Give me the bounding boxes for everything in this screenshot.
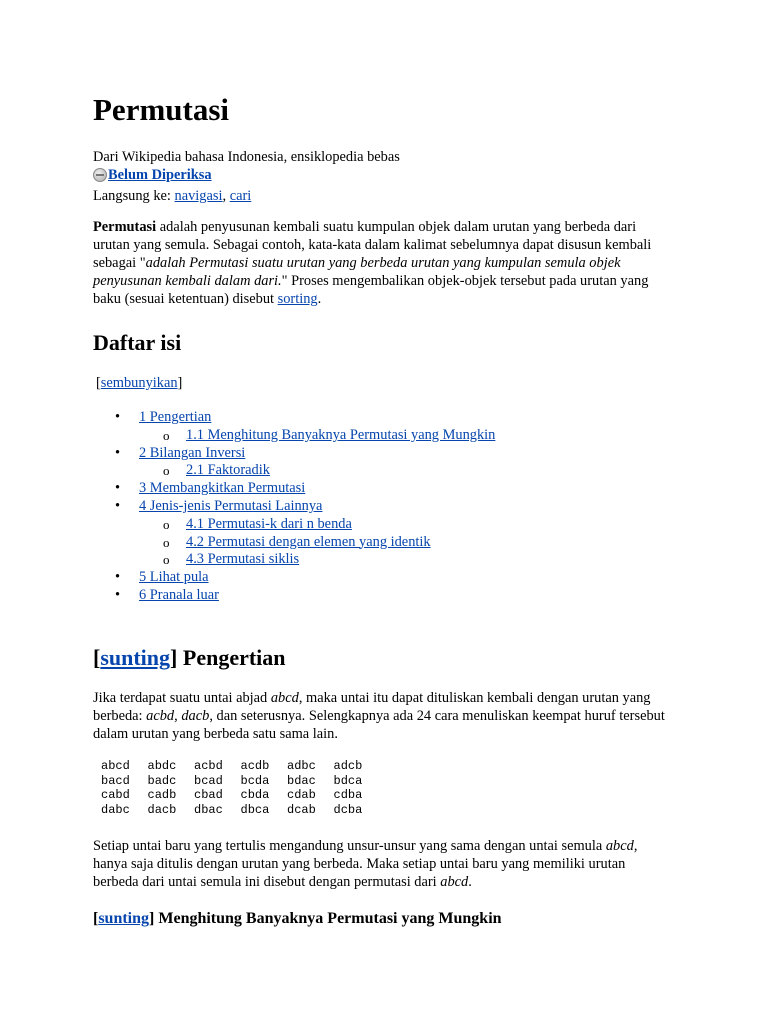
perm-cell: acbd <box>194 759 223 773</box>
section-title-menghitung: Menghitung Banyaknya Permutasi yang Mungkin <box>154 910 502 927</box>
review-badge[interactable] <box>93 166 400 187</box>
intro-text-3: . <box>317 291 322 307</box>
p2-text-c: . <box>468 874 472 890</box>
toc-list <box>93 409 653 605</box>
toc-item <box>93 551 653 569</box>
p1-text-a: Jika terdapat suatu untai abjad <box>93 690 271 706</box>
toc-hide-link[interactable]: sembunyikan <box>100 375 178 391</box>
toc-item <box>93 409 653 427</box>
perm-cell: dabc <box>101 802 130 817</box>
toc-link-faktoradik[interactable]: 2.1 Faktoradik <box>186 462 270 479</box>
perm-cell: bcad <box>194 773 223 788</box>
p1-text-b: , maka untai itu dapat dituliskan kembali dengan urutan yang berbeda: <box>93 690 651 724</box>
perm-cell: abdc <box>147 759 177 773</box>
perm-cell: dcba <box>333 802 363 817</box>
p1-italic-acbd: acbd <box>146 708 175 724</box>
perm-cell: bdca <box>333 773 363 788</box>
perm-cell: dbca <box>240 802 270 817</box>
toc-item <box>93 427 653 445</box>
toc-link-jenis-jenis[interactable]: 4 Jenis-jenis Permutasi Lainnya <box>139 497 323 514</box>
toc-heading: Daftar isi <box>93 330 182 355</box>
jump-prefix: Langsung ke: <box>93 188 175 204</box>
jump-search-link[interactable]: cari <box>229 188 252 204</box>
toc-link-pengertian[interactable]: 1 Pengertian <box>139 409 212 425</box>
permutation-table <box>101 759 380 817</box>
section-heading-menghitung <box>93 909 502 929</box>
toc-link-bilangan-inversi[interactable]: 2 Bilangan Inversi <box>139 444 246 461</box>
jump-separator: , <box>222 188 230 204</box>
perm-cell: abcd <box>101 759 130 773</box>
intro-text-2: " Proses mengembalikan objek-objek tersebut pada urutan yang baku (sesuai ketentuan) disebut <box>93 273 649 307</box>
p2-text-b: , hanya saja ditulis dengan urutan yang berbeda. Maka setiap untai baru yang memiliki urutan berbeda dari untai semula ini disebut dengan permutasi dari <box>93 838 638 890</box>
perm-cell: cdba <box>333 788 363 803</box>
edit-bracket-open: [ <box>93 645 101 670</box>
perm-cell: cbad <box>194 788 223 803</box>
intro-text-1: adalah penyusunan kembali suatu kumpulan objek dalam urutan yang berbeda dari urutan yang semula. Sebagai contoh, kata-kata dalam kalimat sebelumnya dapat disusun kembali sebagai " <box>93 219 652 271</box>
pengertian-paragraph-2 <box>93 837 673 891</box>
p1-italic-abcd: abcd <box>270 690 299 706</box>
toc-link-permutasi-k[interactable]: 4.1 Permutasi-k dari n benda <box>186 515 352 532</box>
toc-link-menghitung[interactable]: 1.1 Menghitung Banyaknya Permutasi yang Mungkin <box>186 426 496 443</box>
jump-navigation-link[interactable]: navigasi <box>174 188 223 204</box>
unreviewed-icon <box>93 168 107 182</box>
toc-item <box>93 534 653 552</box>
toc-item <box>93 587 653 605</box>
toc-link-pranala-luar[interactable]: 6 Pranala luar <box>139 586 219 603</box>
perm-cell: cabd <box>101 788 130 803</box>
perm-cell: dacb <box>147 802 177 817</box>
toc-link-siklis[interactable]: 4.3 Permutasi siklis <box>186 551 300 568</box>
toc-link-elemen-identik[interactable]: 4.2 Permutasi dengan elemen yang identik <box>186 533 431 550</box>
p2-text-a: Setiap untai baru yang tertulis mengandung unsur-unsur yang sama dengan untai semula <box>93 838 606 854</box>
perm-row <box>101 788 380 803</box>
perm-cell: cadb <box>147 788 177 803</box>
perm-cell: adbc <box>287 759 316 773</box>
toc-link-membangkitkan[interactable]: 3 Membangkitkan Permutasi <box>139 480 306 497</box>
edit-link-pengertian[interactable]: sunting <box>100 645 171 670</box>
toc-bracket-close: ] <box>177 375 183 391</box>
toc-link-lihat-pula[interactable]: 5 Lihat pula <box>139 569 209 586</box>
toc-item <box>93 462 653 480</box>
intro-quote: adalah Permutasi suatu urutan yang berbeda urutan yang kumpulan semula objek penyusunan kembali dalam dari. <box>93 255 621 289</box>
p1-text-d: , dan seterusnya. Selengkapnya ada 24 cara menuliskan keempat huruf tersebut dalam urutan yang berbeda satu sama lain. <box>93 708 665 742</box>
article-subtitle-block <box>93 148 400 205</box>
sorting-link[interactable]: sorting <box>277 291 318 307</box>
toc-item <box>93 445 653 463</box>
from-wiki-text: Dari Wikipedia bahasa Indonesia, ensiklopedia bebas <box>93 149 400 165</box>
perm-cell: badc <box>147 773 177 788</box>
toc-bracket-open: [ <box>96 375 101 391</box>
page-title: Permutasi <box>93 92 230 127</box>
toc-item <box>93 516 653 534</box>
jump-to-line <box>93 187 400 205</box>
toc-item <box>93 569 653 587</box>
perm-cell: cdab <box>287 788 316 803</box>
edit-bracket-close: ] <box>149 910 155 927</box>
edit-link-menghitung[interactable]: sunting <box>98 910 150 927</box>
perm-cell: cbda <box>240 788 270 803</box>
intro-paragraph <box>93 218 673 308</box>
perm-cell: acdb <box>240 759 270 773</box>
p2-italic-abcd-2: abcd <box>440 874 469 890</box>
section-title-pengertian: Pengertian <box>177 645 286 670</box>
perm-row <box>101 774 380 789</box>
p1-text-c: , <box>174 708 182 724</box>
edit-bracket-close: ] <box>170 645 178 670</box>
toc-toggle <box>96 374 182 392</box>
perm-cell: bcda <box>240 773 270 788</box>
perm-cell: dbac <box>194 802 223 817</box>
toc-item <box>93 498 653 516</box>
perm-cell: bdac <box>287 773 316 788</box>
perm-cell: adcb <box>333 759 363 773</box>
perm-row <box>101 803 380 818</box>
perm-cell: bacd <box>101 773 130 788</box>
p1-italic-dacb: dacb <box>181 708 210 724</box>
perm-row <box>101 759 380 774</box>
review-badge-link[interactable]: Belum Diperiksa <box>108 167 212 183</box>
pengertian-paragraph-1 <box>93 689 673 743</box>
toc-item <box>93 480 653 498</box>
edit-bracket-open: [ <box>93 910 99 927</box>
intro-term: Permutasi <box>93 219 157 235</box>
section-heading-pengertian <box>93 645 286 671</box>
p2-italic-abcd: abcd <box>605 838 634 854</box>
perm-cell: dcab <box>287 802 316 817</box>
